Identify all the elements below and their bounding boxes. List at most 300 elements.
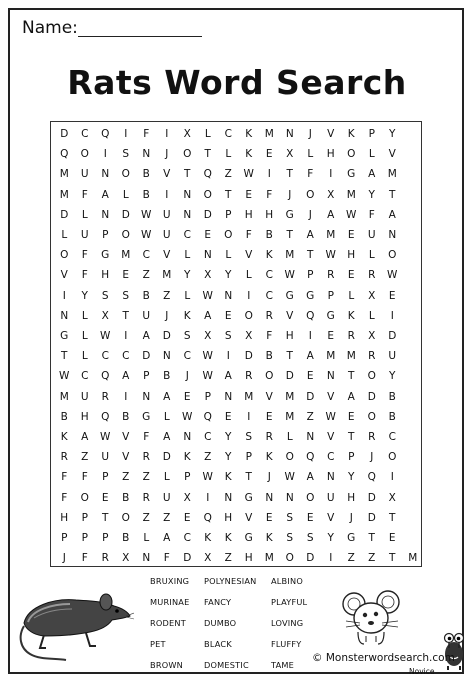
grid-letter[interactable]: T [204, 148, 211, 161]
grid-letter[interactable]: D [306, 552, 315, 565]
grid-letter[interactable]: P [245, 451, 252, 464]
grid-letter[interactable]: N [142, 148, 151, 161]
grid-letter[interactable]: Z [224, 552, 232, 565]
grid-letter[interactable]: Y [389, 370, 396, 383]
grid-letter[interactable]: H [347, 491, 356, 504]
grid-letter[interactable]: F [81, 471, 88, 484]
grid-letter[interactable]: O [183, 148, 192, 161]
grid-letter[interactable]: S [224, 330, 232, 342]
grid-letter[interactable]: V [163, 249, 171, 262]
grid-letter[interactable]: D [203, 208, 212, 221]
grid-letter[interactable]: X [122, 552, 130, 565]
grid-letter[interactable]: C [122, 350, 130, 363]
grid-letter[interactable]: H [244, 208, 253, 221]
grid-letter[interactable]: N [101, 168, 110, 181]
grid-letter[interactable]: B [122, 410, 130, 423]
grid-letter[interactable]: L [143, 532, 150, 544]
grid-letter[interactable]: M [285, 410, 295, 423]
grid-letter[interactable]: P [327, 289, 334, 302]
grid-letter[interactable]: D [244, 350, 253, 363]
grid-letter[interactable]: C [81, 128, 89, 140]
grid-letter[interactable]: O [80, 491, 89, 504]
grid-letter[interactable]: R [60, 451, 68, 464]
grid-letter[interactable]: O [203, 188, 212, 201]
grid-letter[interactable]: A [306, 229, 314, 241]
grid-letter[interactable]: M [285, 249, 295, 262]
grid-letter[interactable]: R [101, 552, 109, 565]
grid-letter[interactable]: J [165, 309, 169, 322]
grid-letter[interactable]: M [121, 249, 131, 262]
grid-letter[interactable]: I [329, 168, 333, 181]
grid-letter[interactable]: C [183, 350, 191, 363]
grid-letter[interactable]: L [163, 471, 170, 484]
grid-letter[interactable]: X [327, 188, 335, 201]
grid-letter[interactable]: A [327, 208, 335, 221]
grid-letter[interactable]: J [349, 511, 353, 524]
grid-letter[interactable]: X [204, 330, 212, 342]
grid-letter[interactable]: S [122, 148, 130, 161]
grid-letter[interactable]: X [204, 269, 212, 282]
grid-letter[interactable]: J [165, 148, 169, 161]
grid-letter[interactable]: W [202, 350, 213, 363]
grid-letter[interactable]: I [247, 289, 251, 302]
grid-letter[interactable]: H [60, 511, 69, 524]
grid-letter[interactable]: N [203, 249, 212, 262]
grid-letter[interactable]: H [244, 552, 253, 565]
grid-letter[interactable]: A [163, 431, 171, 443]
grid-letter[interactable]: N [142, 552, 151, 565]
grid-letter[interactable]: M [59, 168, 69, 181]
grid-letter[interactable]: N [388, 229, 397, 241]
grid-letter[interactable]: V [245, 511, 253, 524]
grid-letter[interactable]: Y [327, 532, 334, 544]
grid-letter[interactable]: F [266, 188, 273, 201]
grid-letter[interactable]: U [80, 229, 89, 241]
grid-letter[interactable]: G [244, 532, 253, 544]
grid-letter[interactable]: R [265, 431, 273, 443]
grid-letter[interactable]: Y [184, 269, 191, 282]
grid-letter[interactable]: Z [347, 552, 355, 565]
grid-letter[interactable]: F [266, 330, 273, 342]
grid-letter[interactable]: S [286, 532, 294, 544]
grid-letter[interactable]: V [327, 431, 335, 443]
grid-letter[interactable]: S [122, 289, 130, 302]
grid-letter[interactable]: U [367, 229, 376, 241]
grid-letter[interactable]: T [61, 350, 68, 363]
grid-letter[interactable]: D [60, 128, 69, 140]
grid-letter[interactable]: O [367, 370, 376, 383]
grid-letter[interactable]: P [102, 532, 109, 544]
grid-letter[interactable]: O [224, 229, 233, 241]
grid-letter[interactable]: Q [203, 168, 212, 181]
grid-letter[interactable]: F [307, 168, 314, 181]
grid-letter[interactable]: O [388, 451, 397, 464]
grid-letter[interactable]: M [244, 390, 254, 403]
grid-letter[interactable]: I [124, 390, 128, 403]
grid-letter[interactable]: A [306, 350, 314, 363]
grid-letter[interactable]: H [285, 330, 294, 342]
grid-letter[interactable]: L [225, 249, 232, 262]
grid-letter[interactable]: S [245, 431, 253, 443]
grid-letter[interactable]: M [408, 552, 418, 565]
grid-letter[interactable]: L [184, 289, 191, 302]
grid-letter[interactable]: M [59, 390, 69, 403]
grid-letter[interactable]: L [122, 188, 129, 201]
grid-letter[interactable]: A [204, 309, 212, 322]
grid-letter[interactable]: I [308, 330, 312, 342]
grid-letter[interactable]: R [368, 269, 376, 282]
grid-letter[interactable]: W [141, 208, 152, 221]
grid-letter[interactable]: P [184, 471, 191, 484]
grid-letter[interactable]: R [265, 309, 273, 322]
grid-letter[interactable]: T [184, 168, 191, 181]
grid-letter[interactable]: X [183, 491, 191, 504]
grid-letter[interactable]: G [244, 491, 253, 504]
grid-letter[interactable]: F [368, 208, 375, 221]
grid-letter[interactable]: L [61, 229, 68, 241]
grid-letter[interactable]: J [308, 128, 312, 140]
grid-letter[interactable]: N [326, 370, 335, 383]
grid-letter[interactable]: E [306, 370, 314, 383]
grid-letter[interactable]: B [163, 370, 171, 383]
grid-letter[interactable]: E [122, 269, 130, 282]
grid-letter[interactable]: B [265, 350, 273, 363]
grid-letter[interactable]: Z [204, 451, 212, 464]
grid-letter[interactable]: N [183, 188, 192, 201]
grid-letter[interactable]: C [265, 269, 273, 282]
grid-letter[interactable]: P [348, 451, 355, 464]
grid-letter[interactable]: M [346, 350, 356, 363]
grid-letter[interactable]: W [59, 370, 70, 383]
grid-letter[interactable]: N [183, 208, 192, 221]
grid-letter[interactable]: N [101, 208, 110, 221]
grid-letter[interactable]: L [368, 309, 375, 322]
grid-letter[interactable]: B [122, 491, 130, 504]
grid-letter[interactable]: F [81, 552, 88, 565]
grid-letter[interactable]: Z [163, 511, 171, 524]
grid-letter[interactable]: J [308, 208, 312, 221]
grid-letter[interactable]: P [225, 208, 232, 221]
grid-letter[interactable]: K [224, 471, 232, 484]
grid-letter[interactable]: W [202, 289, 213, 302]
grid-letter[interactable]: C [204, 431, 212, 443]
grid-letter[interactable]: O [367, 410, 376, 423]
grid-letter[interactable]: Z [368, 552, 376, 565]
grid-letter[interactable]: W [243, 168, 254, 181]
grid-letter[interactable]: W [284, 269, 295, 282]
grid-letter[interactable]: D [285, 370, 294, 383]
grid-letter[interactable]: C [265, 289, 273, 302]
grid-letter[interactable]: P [368, 128, 375, 140]
grid-letter[interactable]: T [389, 552, 396, 565]
grid-letter[interactable]: R [245, 370, 253, 383]
grid-letter[interactable]: O [388, 249, 397, 262]
grid-letter[interactable]: M [162, 269, 172, 282]
grid-letter[interactable]: Q [101, 410, 110, 423]
grid-letter[interactable]: B [142, 188, 150, 201]
grid-letter[interactable]: Q [101, 128, 110, 140]
grid-letter[interactable]: F [61, 471, 68, 484]
grid-letter[interactable]: K [265, 532, 273, 544]
grid-letter[interactable]: G [347, 168, 356, 181]
grid-letter[interactable]: L [286, 431, 293, 443]
grid-letter[interactable]: Z [163, 289, 171, 302]
grid-letter[interactable]: W [202, 471, 213, 484]
grid-letter[interactable]: S [101, 289, 109, 302]
grid-letter[interactable]: W [284, 471, 295, 484]
grid-letter[interactable]: B [388, 410, 396, 423]
grid-letter[interactable]: Z [142, 511, 150, 524]
grid-letter[interactable]: Q [101, 370, 110, 383]
grid-letter[interactable]: A [122, 370, 130, 383]
grid-letter[interactable]: J [288, 188, 292, 201]
grid-letter[interactable]: T [225, 188, 232, 201]
grid-letter[interactable]: Q [306, 451, 315, 464]
grid-letter[interactable]: E [183, 511, 191, 524]
grid-letter[interactable]: Q [367, 471, 376, 484]
grid-letter[interactable]: X [204, 552, 212, 565]
grid-letter[interactable]: J [267, 471, 271, 484]
grid-letter[interactable]: I [103, 148, 107, 161]
grid-letter[interactable]: I [247, 410, 251, 423]
grid-letter[interactable]: Q [306, 309, 315, 322]
grid-letter[interactable]: Z [224, 168, 232, 181]
grid-letter[interactable]: M [326, 229, 336, 241]
grid-letter[interactable]: P [204, 390, 211, 403]
grid-letter[interactable]: U [326, 491, 335, 504]
grid-letter[interactable]: L [81, 309, 88, 322]
grid-letter[interactable]: U [101, 451, 110, 464]
grid-letter[interactable]: E [183, 390, 191, 403]
grid-letter[interactable]: E [347, 229, 355, 241]
grid-letter[interactable]: W [100, 330, 111, 342]
grid-letter[interactable]: I [165, 188, 169, 201]
grid-letter[interactable]: K [60, 431, 68, 443]
grid-letter[interactable]: N [142, 390, 151, 403]
grid-letter[interactable]: O [80, 148, 89, 161]
grid-letter[interactable]: P [102, 229, 109, 241]
grid-letter[interactable]: M [59, 188, 69, 201]
grid-letter[interactable]: A [163, 532, 171, 544]
grid-letter[interactable]: O [121, 511, 130, 524]
grid-letter[interactable]: N [183, 431, 192, 443]
grid-letter[interactable]: Z [81, 451, 89, 464]
grid-letter[interactable]: Z [122, 471, 130, 484]
grid-letter[interactable]: O [306, 188, 315, 201]
grid-letter[interactable]: T [122, 309, 129, 322]
grid-letter[interactable]: W [346, 208, 357, 221]
grid-letter[interactable]: R [101, 390, 109, 403]
grid-letter[interactable]: A [224, 370, 232, 383]
grid-letter[interactable]: S [306, 532, 314, 544]
grid-letter[interactable]: G [142, 410, 151, 423]
grid-letter[interactable]: F [143, 128, 150, 140]
grid-letter[interactable]: D [162, 330, 171, 342]
grid-letter[interactable]: V [327, 390, 335, 403]
grid-letter[interactable]: Q [203, 410, 212, 423]
grid-letter[interactable]: D [367, 491, 376, 504]
grid-letter[interactable]: C [388, 431, 396, 443]
grid-letter[interactable]: B [142, 289, 150, 302]
grid-letter[interactable]: B [265, 229, 273, 241]
grid-letter[interactable]: F [143, 431, 150, 443]
grid-letter[interactable]: R [368, 431, 376, 443]
grid-letter[interactable]: O [285, 552, 294, 565]
grid-letter[interactable]: B [122, 532, 130, 544]
grid-letter[interactable]: L [225, 148, 232, 161]
grid-letter[interactable]: X [183, 128, 191, 140]
grid-letter[interactable]: O [244, 309, 253, 322]
grid-letter[interactable]: F [245, 229, 252, 241]
grid-letter[interactable]: K [265, 451, 273, 464]
grid-letter[interactable]: F [81, 269, 88, 282]
grid-letter[interactable]: E [204, 229, 212, 241]
grid-letter[interactable]: V [122, 451, 130, 464]
grid-letter[interactable]: E [265, 410, 273, 423]
grid-letter[interactable]: H [347, 249, 356, 262]
grid-letter[interactable]: K [183, 451, 191, 464]
grid-letter[interactable]: R [142, 451, 150, 464]
grid-letter[interactable]: L [81, 208, 88, 221]
grid-letter[interactable]: P [102, 471, 109, 484]
grid-letter[interactable]: V [265, 390, 273, 403]
grid-letter[interactable]: E [224, 410, 232, 423]
grid-letter[interactable]: M [264, 128, 274, 140]
grid-letter[interactable]: H [80, 410, 89, 423]
grid-letter[interactable]: E [347, 269, 355, 282]
grid-letter[interactable]: D [162, 451, 171, 464]
grid-letter[interactable]: T [286, 350, 293, 363]
grid-letter[interactable]: L [245, 269, 252, 282]
grid-letter[interactable]: Y [225, 451, 232, 464]
grid-letter[interactable]: V [60, 269, 68, 282]
grid-letter[interactable]: W [100, 431, 111, 443]
grid-letter[interactable]: C [183, 229, 191, 241]
grid-letter[interactable]: D [306, 390, 315, 403]
grid-letter[interactable]: J [62, 552, 66, 565]
grid-letter[interactable]: D [142, 350, 151, 363]
grid-letter[interactable]: U [162, 208, 171, 221]
grid-letter[interactable]: I [329, 552, 333, 565]
grid-letter[interactable]: U [142, 309, 151, 322]
grid-letter[interactable]: K [347, 128, 355, 140]
grid-letter[interactable]: L [307, 148, 314, 161]
grid-letter[interactable]: T [389, 188, 396, 201]
grid-letter[interactable]: I [390, 309, 394, 322]
grid-letter[interactable]: L [81, 350, 88, 363]
grid-letter[interactable]: K [245, 128, 253, 140]
grid-letter[interactable]: W [182, 410, 193, 423]
grid-letter[interactable]: P [81, 532, 88, 544]
grid-letter[interactable]: O [121, 229, 130, 241]
grid-letter[interactable]: B [60, 410, 68, 423]
grid-letter[interactable]: A [163, 390, 171, 403]
grid-letter[interactable]: U [388, 350, 397, 363]
grid-letter[interactable]: O [347, 148, 356, 161]
grid-letter[interactable]: D [367, 511, 376, 524]
grid-letter[interactable]: P [307, 269, 314, 282]
grid-letter[interactable]: E [224, 309, 232, 322]
grid-letter[interactable]: K [224, 532, 232, 544]
grid-letter[interactable]: J [185, 370, 189, 383]
grid-letter[interactable]: T [102, 511, 109, 524]
grid-letter[interactable]: Y [348, 471, 355, 484]
grid-letter[interactable]: E [245, 188, 253, 201]
grid-letter[interactable]: W [202, 370, 213, 383]
grid-letter[interactable]: K [183, 309, 191, 322]
grid-letter[interactable]: C [224, 128, 232, 140]
grid-letter[interactable]: E [306, 511, 314, 524]
grid-letter[interactable]: A [347, 390, 355, 403]
grid-letter[interactable]: T [286, 168, 293, 181]
grid-letter[interactable]: N [326, 471, 335, 484]
grid-letter[interactable]: V [122, 431, 130, 443]
grid-letter[interactable]: N [224, 289, 233, 302]
grid-letter[interactable]: L [163, 410, 170, 423]
grid-letter[interactable]: N [224, 491, 233, 504]
grid-letter[interactable]: C [142, 249, 150, 262]
grid-letter[interactable]: D [60, 208, 69, 221]
grid-letter[interactable]: Y [225, 269, 232, 282]
grid-letter[interactable]: N [285, 128, 294, 140]
grid-letter[interactable]: T [307, 249, 314, 262]
grid-letter[interactable]: L [348, 289, 355, 302]
grid-letter[interactable]: O [265, 370, 274, 383]
grid-letter[interactable]: I [390, 471, 394, 484]
grid-letter[interactable]: L [184, 249, 191, 262]
grid-letter[interactable]: G [347, 532, 356, 544]
grid-letter[interactable]: I [124, 128, 128, 140]
grid-letter[interactable]: C [101, 350, 109, 363]
grid-letter[interactable]: N [224, 390, 233, 403]
grid-letter[interactable]: I [165, 128, 169, 140]
grid-letter[interactable]: W [325, 410, 336, 423]
grid-letter[interactable]: T [348, 431, 355, 443]
grid-letter[interactable]: Y [389, 128, 396, 140]
grid-letter[interactable]: N [306, 431, 315, 443]
grid-letter[interactable]: E [101, 491, 109, 504]
grid-letter[interactable]: W [387, 269, 398, 282]
grid-letter[interactable]: N [162, 350, 171, 363]
grid-letter[interactable]: F [61, 491, 68, 504]
grid-letter[interactable]: R [368, 350, 376, 363]
grid-letter[interactable]: V [163, 168, 171, 181]
grid-letter[interactable]: T [286, 229, 293, 241]
grid-letter[interactable]: G [285, 208, 294, 221]
grid-letter[interactable]: E [327, 330, 335, 342]
grid-letter[interactable]: H [224, 511, 233, 524]
grid-letter[interactable]: T [368, 532, 375, 544]
grid-letter[interactable]: L [368, 249, 375, 262]
grid-letter[interactable]: U [80, 390, 89, 403]
grid-letter[interactable]: Y [81, 289, 88, 302]
grid-letter[interactable]: Q [60, 148, 69, 161]
grid-letter[interactable]: L [204, 128, 211, 140]
grid-letter[interactable]: A [101, 188, 109, 201]
grid-letter[interactable]: A [142, 330, 150, 342]
grid-letter[interactable]: A [306, 471, 314, 484]
grid-letter[interactable]: O [121, 168, 130, 181]
grid-letter[interactable]: H [101, 269, 110, 282]
grid-letter[interactable]: F [81, 188, 88, 201]
grid-letter[interactable]: Z [142, 471, 150, 484]
grid-letter[interactable]: A [388, 208, 396, 221]
grid-letter[interactable]: B [142, 168, 150, 181]
grid-letter[interactable]: N [265, 491, 274, 504]
grid-letter[interactable]: X [368, 330, 376, 342]
grid-letter[interactable]: B [388, 390, 396, 403]
grid-letter[interactable]: M [326, 350, 336, 363]
